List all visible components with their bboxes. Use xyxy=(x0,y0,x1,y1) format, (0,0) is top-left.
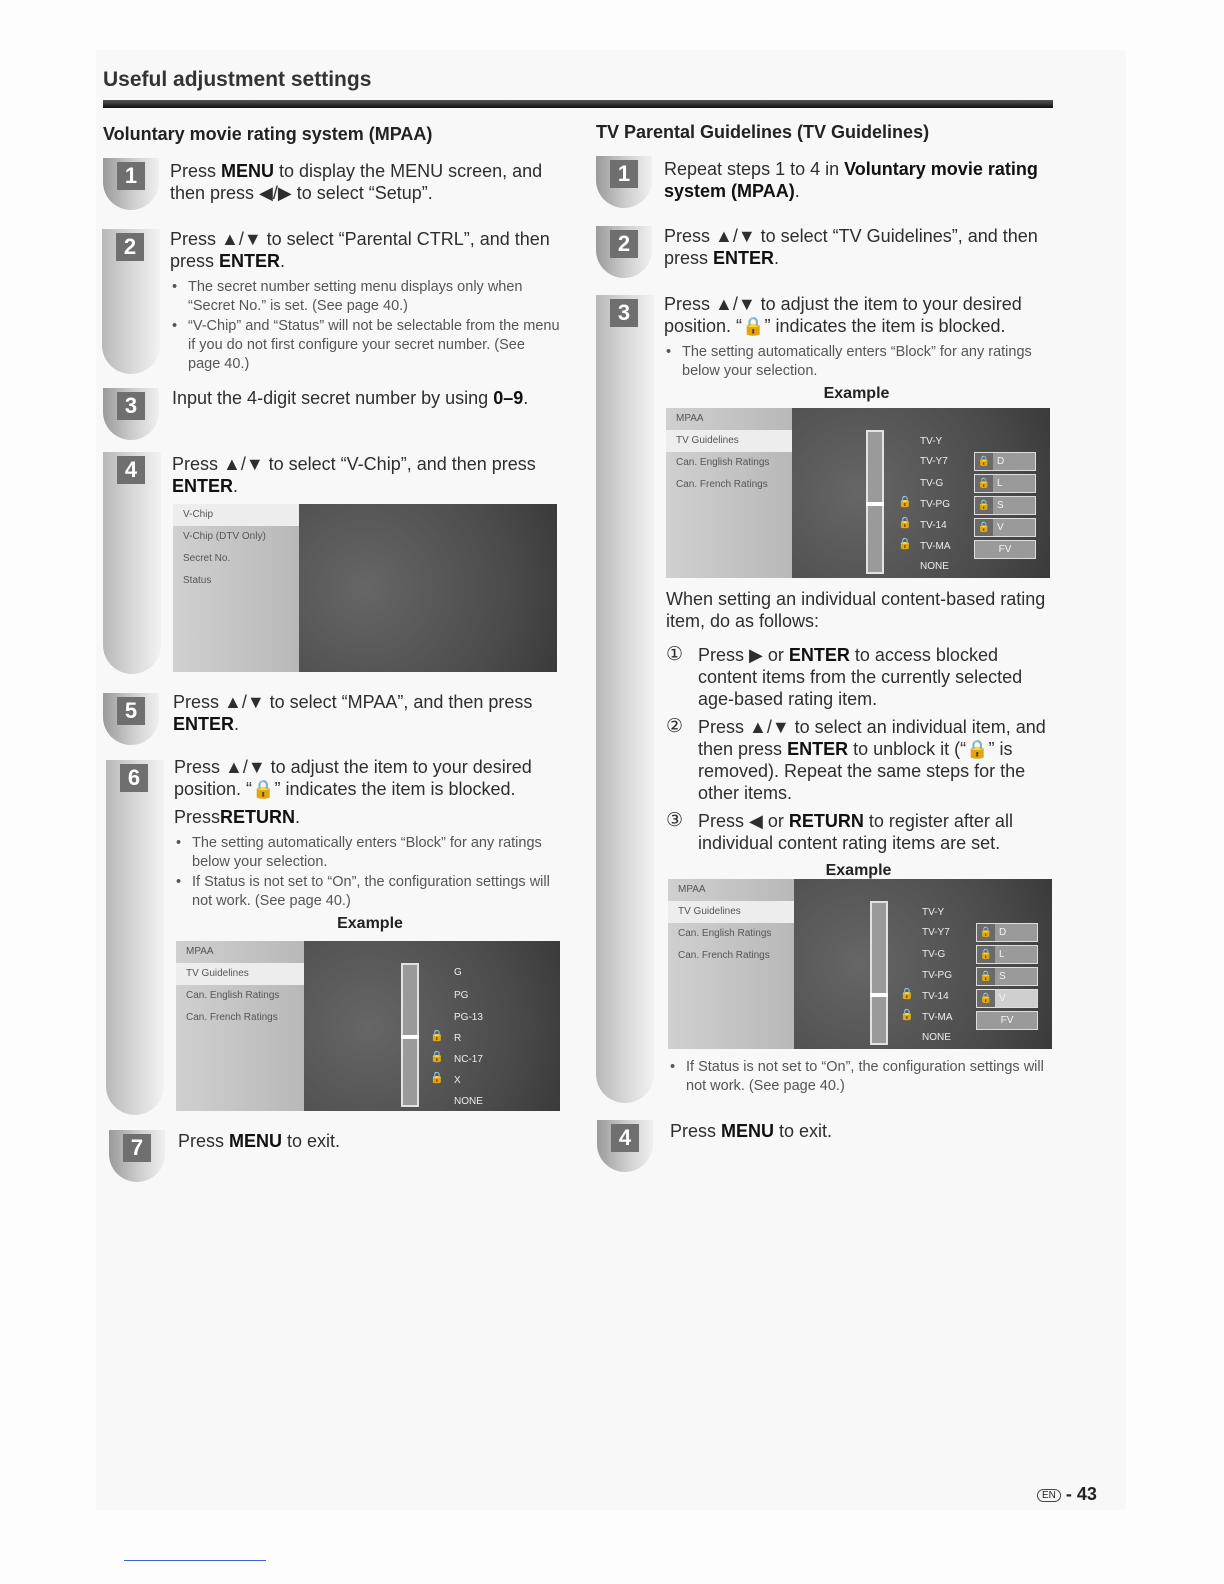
content-box xyxy=(976,989,1038,1008)
slider-knob xyxy=(401,1035,419,1039)
rating-label: TV-Y7 xyxy=(922,927,950,938)
rating-label: TV-PG xyxy=(920,499,951,510)
text: Press ◀ or xyxy=(698,811,789,831)
lock-icon: 🔒 xyxy=(977,924,995,941)
footer-rule xyxy=(124,1560,266,1561)
text: . xyxy=(523,388,529,408)
key: MENU xyxy=(229,1131,283,1151)
content-box xyxy=(974,518,1036,537)
content-box xyxy=(974,452,1036,471)
text: Press ▲/▼ to select “MPAA”, and then press xyxy=(173,692,533,712)
content-box xyxy=(976,1011,1038,1030)
menu-item: MPAA xyxy=(678,884,706,895)
left-step-3-text xyxy=(172,387,572,409)
menu-item: MPAA xyxy=(676,413,704,424)
rating-slider xyxy=(866,430,884,574)
circled-number: ③ xyxy=(666,810,684,831)
content-box xyxy=(974,496,1036,515)
lock-icon: 🔒 xyxy=(898,538,912,550)
step-bar-6 xyxy=(106,760,164,1115)
text: Press ▲/▼ to select “TV Guidelines”, and then press xyxy=(664,226,1038,268)
step-number: 2 xyxy=(610,230,638,258)
left-step-4-text xyxy=(172,453,567,497)
content-label: S xyxy=(997,500,1004,511)
content-label: V xyxy=(997,522,1004,533)
vchip-menu xyxy=(173,504,299,672)
menu-item: Can. French Ratings xyxy=(676,479,768,490)
menu-item: TV Guidelines xyxy=(176,963,304,985)
rating-label: TV-14 xyxy=(922,991,949,1002)
lock-icon: 🔒 xyxy=(900,988,914,1000)
notes xyxy=(668,1058,1048,1096)
sub-step-2 xyxy=(666,716,1051,804)
language-icon: EN xyxy=(1037,1489,1061,1502)
text: Press ▲/▼ to adjust the item to your desired position. “🔒” indicates the item is blocked. xyxy=(664,294,1022,336)
key: ENTER xyxy=(713,248,775,268)
menu-item: Can. English Ratings xyxy=(678,928,772,939)
menu-item: V-Chip xyxy=(173,504,299,526)
key: ENTER xyxy=(172,476,234,496)
text: Press xyxy=(170,161,222,181)
content-label: D xyxy=(999,927,1007,938)
page-number xyxy=(1037,1484,1097,1505)
guidelines-menu xyxy=(668,879,794,1049)
lock-icon: 🔒 xyxy=(977,968,995,985)
menu-item: Can. French Ratings xyxy=(186,1012,278,1023)
text: to display the MENU screen, and then press ◀/▶ to select “Setup”. xyxy=(170,161,543,203)
text: Press ▲/▼ to select “Parental CTRL”, and then press xyxy=(170,229,550,271)
text: Press ▲/▼ to select “V-Chip”, and then press xyxy=(172,454,536,474)
circled-number: ② xyxy=(666,716,684,737)
slider-knob xyxy=(866,502,884,506)
example-label: Example xyxy=(823,385,890,402)
key: ENTER xyxy=(219,251,281,271)
rating-slider xyxy=(401,963,419,1107)
menu-item: TV Guidelines xyxy=(668,901,794,923)
key: 0–9 xyxy=(493,388,524,408)
content-box xyxy=(976,967,1038,986)
right-heading: TV Parental Guidelines (TV Guidelines) xyxy=(596,122,930,142)
step-number: 2 xyxy=(116,233,144,261)
left-step-5-text xyxy=(173,691,568,735)
text: Press ▲/▼ to adjust the item to your desired position. “🔒” indicates the item is blocked. xyxy=(174,757,532,799)
content-box xyxy=(976,923,1038,942)
key: MENU xyxy=(721,1121,775,1141)
text: Press ▲/▼ to select an individual item, and then press xyxy=(698,717,1046,759)
text: . xyxy=(295,807,301,827)
lock-icon: 🔒 xyxy=(975,497,993,514)
rating-label: TV-Y7 xyxy=(920,456,948,467)
vchip-screen xyxy=(173,504,557,672)
left-heading: Voluntary movie rating system (MPAA) xyxy=(103,124,433,144)
step-number: 3 xyxy=(610,299,638,327)
text: . xyxy=(794,181,800,201)
rating-label: PG-13 xyxy=(454,1012,483,1023)
left-step-6-text xyxy=(174,756,566,935)
menu-item: Can. English Ratings xyxy=(676,457,770,468)
lock-icon: 🔒 xyxy=(977,946,995,963)
step-bar-2 xyxy=(102,229,160,374)
text: When setting an individual content-based rating item, do as follows: xyxy=(666,589,1046,631)
lock-icon: 🔒 xyxy=(975,453,993,470)
separator: - xyxy=(1060,1484,1077,1504)
rating-label: G xyxy=(454,967,462,978)
example-label: Example xyxy=(337,915,403,932)
note: • If Status is not set to “On”, the configuration settings will not work. (See page 40.) xyxy=(174,873,566,911)
tv-guidelines-screen-1 xyxy=(666,408,1050,578)
step-bar-3 xyxy=(596,295,654,1103)
step-number: 4 xyxy=(117,456,145,484)
note: • If Status is not set to “On”, the configuration settings will not work. (See page 40.) xyxy=(668,1058,1048,1096)
right-note-2 xyxy=(668,1058,1048,1097)
rating-label: TV-G xyxy=(922,949,946,960)
step-number: 7 xyxy=(123,1134,151,1162)
text: . xyxy=(234,714,240,734)
notes xyxy=(170,278,560,374)
note: • The setting automatically enters “Block” for any ratings below your selection. xyxy=(664,343,1049,381)
menu-item: V-Chip (DTV Only) xyxy=(183,531,266,542)
text: to unblock it (“🔒” is removed). Repeat the same steps for the other items. xyxy=(698,739,1026,803)
text: Press xyxy=(178,1131,230,1151)
content-label: D xyxy=(997,456,1005,467)
lock-icon: 🔒 xyxy=(900,1009,914,1021)
text: to exit. xyxy=(282,1131,341,1151)
text: . xyxy=(233,476,239,496)
notes xyxy=(664,343,1049,381)
key: ENTER xyxy=(788,645,850,665)
step-number: 5 xyxy=(117,697,145,725)
rating-slider xyxy=(870,901,888,1045)
step-number: 4 xyxy=(611,1124,639,1152)
menu-item: Status xyxy=(183,575,212,586)
text: to register after all individual content rating items are set. xyxy=(698,811,1013,853)
right-step-1-text xyxy=(664,158,1044,202)
lock-icon: 🔒 xyxy=(430,1072,444,1084)
rating-label: TV-MA xyxy=(922,1012,953,1023)
content-label: L xyxy=(999,949,1005,960)
step-number: 1 xyxy=(117,162,145,190)
step-number: 3 xyxy=(117,392,145,420)
page-number-value: 43 xyxy=(1076,1484,1097,1504)
text: Press xyxy=(174,807,221,827)
sub-step-1 xyxy=(666,644,1051,710)
key: MENU xyxy=(221,161,275,181)
slider-knob xyxy=(870,993,888,997)
mpaa-menu xyxy=(176,941,304,1111)
text: Press ▶ or xyxy=(698,645,789,665)
text: Repeat steps 1 to 4 in xyxy=(664,159,845,179)
text: to access blocked content items from the currently selected age-based rating item. xyxy=(698,645,1023,709)
key: RETURN xyxy=(220,807,296,827)
menu-item: Can. French Ratings xyxy=(678,950,770,961)
sub-step-3 xyxy=(666,810,1051,854)
text: to exit. xyxy=(774,1121,833,1141)
menu-item: Can. English Ratings xyxy=(186,990,280,1001)
step-bar-4 xyxy=(103,452,161,674)
note: • The setting automatically enters “Block” for any ratings below your selection. xyxy=(174,834,566,872)
step-number: 6 xyxy=(120,764,148,792)
menu-item: Secret No. xyxy=(183,553,231,564)
rating-label: TV-Y xyxy=(922,907,945,918)
guidelines-menu xyxy=(666,408,792,578)
right-step-4-text xyxy=(670,1120,1050,1142)
menu-item: TV Guidelines xyxy=(666,430,792,452)
left-step-7-text xyxy=(178,1130,558,1152)
content-label: V xyxy=(999,993,1006,1004)
rating-label: R xyxy=(454,1033,462,1044)
rating-label: NC-17 xyxy=(454,1054,483,1065)
key: RETURN xyxy=(788,811,864,831)
rating-label: TV-PG xyxy=(922,970,953,981)
content-label: FV xyxy=(1000,1015,1014,1026)
text: . xyxy=(774,248,780,268)
rating-label: TV-G xyxy=(920,478,944,489)
left-step-1-text xyxy=(170,160,570,204)
notes xyxy=(174,834,566,911)
rating-label: TV-Y xyxy=(920,436,943,447)
text: Input the 4-digit secret number by using xyxy=(172,388,494,408)
right-step-2-text xyxy=(664,225,1044,269)
lock-icon: 🔒 xyxy=(430,1030,444,1042)
content-label: L xyxy=(997,478,1003,489)
content-label: S xyxy=(999,971,1006,982)
lock-icon: 🔒 xyxy=(430,1051,444,1063)
header-rule xyxy=(103,100,1053,108)
right-individual-text xyxy=(666,588,1051,882)
rating-label: PG xyxy=(454,990,469,1001)
circled-number: ① xyxy=(666,644,684,665)
content-box xyxy=(974,474,1036,493)
section-title: Useful adjustment settings xyxy=(103,68,372,91)
lock-icon: 🔒 xyxy=(898,517,912,529)
rating-label: NONE xyxy=(454,1096,483,1107)
right-step-3-text xyxy=(664,293,1049,405)
text: Press xyxy=(670,1121,722,1141)
rating-label: TV-MA xyxy=(920,541,951,552)
note: • The secret number setting menu displays only when “Secret No.” is set. (See page 40.) xyxy=(170,278,560,316)
note: • “V-Chip” and “Status” will not be selectable from the menu if you do not first configure your secret number. (See page 40.) xyxy=(170,317,560,374)
key: Voluntary movie rating system (MPAA) xyxy=(664,159,1038,201)
menu-item: MPAA xyxy=(186,946,214,957)
rating-label: X xyxy=(454,1075,461,1086)
tv-guidelines-screen-2 xyxy=(668,879,1052,1049)
content-label: FV xyxy=(998,544,1012,555)
text: . xyxy=(280,251,286,271)
step-number: 1 xyxy=(610,160,638,188)
example-label: Example xyxy=(825,862,892,879)
rating-label: NONE xyxy=(920,561,949,572)
lock-icon: 🔒 xyxy=(975,475,993,492)
rating-label: TV-14 xyxy=(920,520,947,531)
left-step-2-text xyxy=(170,228,560,375)
key: ENTER xyxy=(787,739,849,759)
content-box xyxy=(974,540,1036,559)
lock-icon: 🔒 xyxy=(977,990,995,1007)
content-box xyxy=(976,945,1038,964)
rating-label: NONE xyxy=(922,1032,951,1043)
key: ENTER xyxy=(173,714,235,734)
lock-icon: 🔒 xyxy=(898,496,912,508)
lock-icon: 🔒 xyxy=(975,519,993,536)
mpaa-screen xyxy=(176,941,560,1111)
